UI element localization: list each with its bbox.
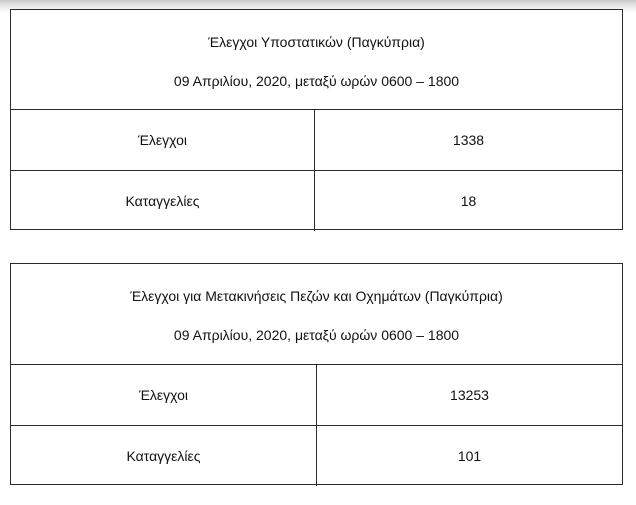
premises-checks-table: [10, 9, 623, 230]
row-value: 18: [460, 193, 477, 209]
table-row: [11, 365, 622, 426]
row-label: Έλεγχοι: [11, 365, 317, 425]
table-row: [11, 110, 622, 171]
row-label: Έλεγχοι: [11, 110, 315, 170]
row-value: 101: [457, 448, 482, 464]
table-title: Έλεγχοι Υποστατικών (Παγκύπρια): [208, 34, 425, 50]
table-row: [11, 171, 622, 231]
row-label: Καταγγελίες: [11, 426, 317, 486]
table-row: [11, 426, 622, 486]
table-subtitle: 09 Απριλίου, 2020, μεταξύ ωρών 0600 – 1800: [173, 73, 460, 89]
table-subtitle: 09 Απριλίου, 2020, μεταξύ ωρών 0600 – 1800: [173, 327, 460, 343]
table-header: [11, 264, 622, 365]
movement-checks-table: [10, 263, 623, 485]
table-header: [11, 10, 622, 110]
row-value: 1338: [452, 132, 485, 148]
row-label: Καταγγελίες: [11, 171, 315, 231]
row-value: 13253: [450, 387, 489, 403]
table-title: Έλεγχοι για Μετακινήσεις Πεζών και Οχημάτων (Παγκύπρια): [130, 288, 503, 304]
